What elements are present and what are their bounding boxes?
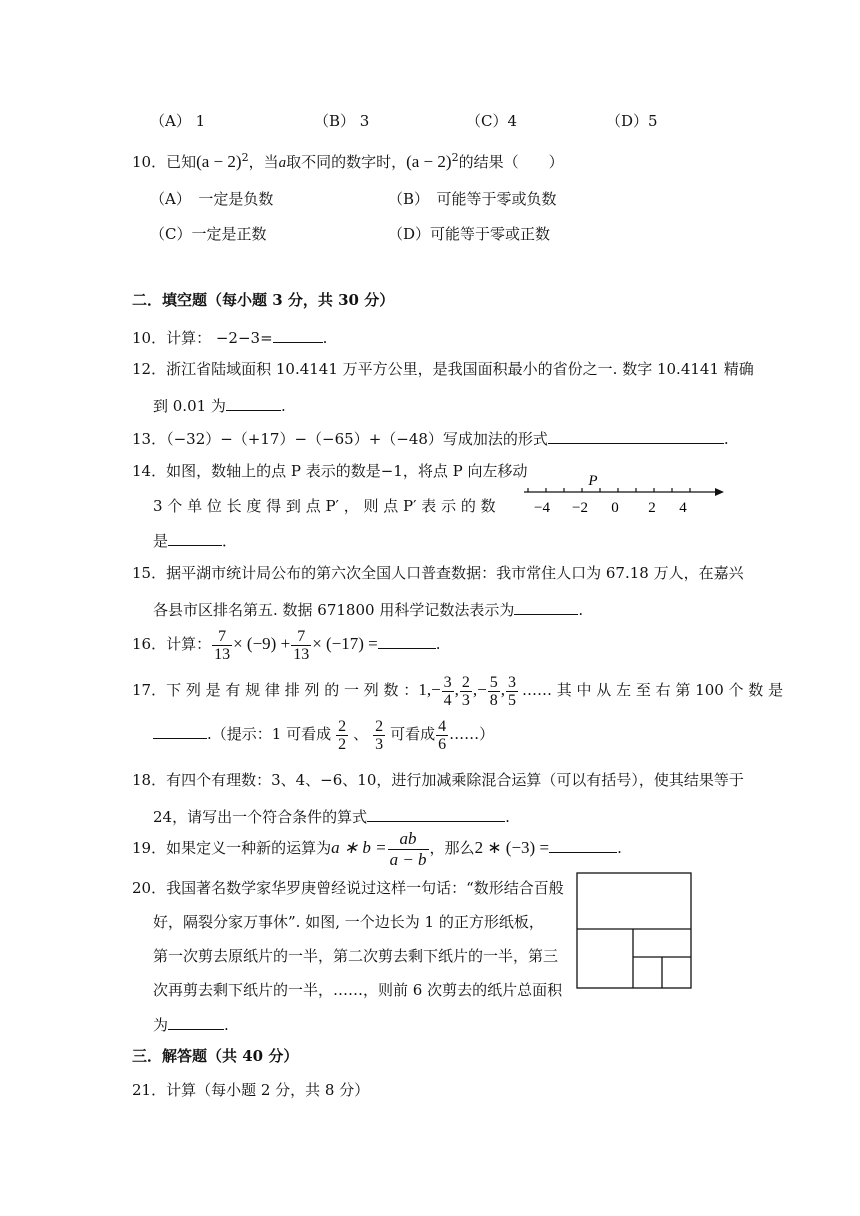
q17-f4-num: 3 xyxy=(508,673,516,691)
q16-answer-blank[interactable] xyxy=(378,634,436,649)
tick-label-neg2: −2 xyxy=(572,500,588,516)
q16-number: 16．计算： xyxy=(132,635,212,653)
q17-comma-1: , xyxy=(454,680,459,699)
q17-suffix: …… 其 中 从 左 至 右 第 100 个 数 是 xyxy=(522,681,784,699)
q17-hint-start: .（提示：1 可看成 xyxy=(207,725,332,743)
q17-hint-end: ……） xyxy=(449,725,495,743)
q20-answer-blank[interactable] xyxy=(168,1013,224,1030)
square-outline xyxy=(577,873,691,988)
q17-f1-den: 4 xyxy=(443,691,452,709)
q19-expr: 2 ∗ (−3) = xyxy=(474,838,550,857)
q17-seq-start: 1,− xyxy=(418,680,441,699)
q10-mid: ，当 xyxy=(248,153,279,171)
q12-line1: 12．浙江省陆域面积 10.4141 万平方公里，是我国面积最小的省份之一. 数字 10.4141 精确 xyxy=(132,360,754,378)
q17-prefix: 17．下 列 是 有 规 律 排 列 的 一 列 数 ： xyxy=(132,681,419,699)
q13-end: . xyxy=(723,430,729,448)
q17-fraction-2 xyxy=(460,674,472,709)
q19-mid: ，那么 xyxy=(429,839,475,857)
q16-f2-den: 13 xyxy=(293,645,310,663)
q13-text: 13．（−32）−（+17）−（−65）+（−48）写成加法的形式 xyxy=(132,430,548,448)
q17-f3-num: 5 xyxy=(489,673,498,691)
q10-option-c: （C）一定是正数 xyxy=(150,225,267,243)
section-3-title: 三．解答题（共 40 分） xyxy=(132,1047,299,1065)
q19-lhs: a ∗ b = xyxy=(331,838,387,857)
q14-line3 xyxy=(153,529,237,551)
q16-f1-den: 13 xyxy=(214,645,231,663)
q14-line3-text: 是 xyxy=(153,532,169,550)
q19 xyxy=(132,828,622,870)
q17-comma-2: ,− xyxy=(472,680,487,699)
q16-fraction-1 xyxy=(212,628,232,663)
q17-f3-den: 8 xyxy=(489,691,498,709)
q16 xyxy=(132,626,441,663)
number-line-point-label: P xyxy=(588,473,598,489)
q15-answer-blank[interactable] xyxy=(514,598,578,615)
q14-answer-blank[interactable] xyxy=(168,529,222,546)
q11 xyxy=(132,326,327,348)
q10-tail: 的结果（ ） xyxy=(458,153,564,171)
q15-line1: 15．据平湖市统计局公布的第六次全国人口普查数据：我市常住人口为 67.18 万人，在嘉兴 xyxy=(132,564,744,582)
q10-option-b: （B） 可能等于零或负数 xyxy=(388,190,557,208)
number-line-arrow-icon xyxy=(715,488,724,496)
q21: 21．计算（每小题 2 分，共 8 分） xyxy=(132,1081,370,1099)
q20-line3: 第一次剪去原纸片的一半，第二次剪去剩下纸片的一半，第三 xyxy=(153,947,559,965)
q10-expr-2: (a − 2) xyxy=(406,152,452,171)
q17-fraction-4 xyxy=(506,674,518,709)
q12-line2-text: 到 0.01 为 xyxy=(153,397,226,415)
q17-h3-num: 4 xyxy=(438,717,447,735)
q17-hint-mid: 可看成 xyxy=(390,725,436,743)
q11-text: 10．计算： −2−3= xyxy=(132,329,273,347)
q17-f4-den: 5 xyxy=(508,691,516,709)
q9-option-d: （D）5 xyxy=(606,112,658,130)
q18-line2 xyxy=(153,805,510,827)
q17-f2-den: 3 xyxy=(461,691,470,709)
q17-line1 xyxy=(132,672,783,709)
q17-comma-3: , xyxy=(500,680,505,699)
q17-hint-fraction-2 xyxy=(373,718,385,753)
q17-f1-num: 3 xyxy=(443,673,452,691)
q10-sup-2: 2 xyxy=(451,151,459,164)
tick-label-0: 0 xyxy=(611,500,619,516)
q16-mid2: × (−17) = xyxy=(312,634,378,653)
q16-end: . xyxy=(435,635,441,653)
q17-hint-fraction-1 xyxy=(336,718,348,753)
q14-line2: 3 个 单 位 长 度 得 到 点 P′ ， 则 点 P′ 表 示 的 数 xyxy=(153,497,496,515)
q9-option-a: （A） 1 xyxy=(150,112,206,130)
q11-end: . xyxy=(322,329,328,347)
q13-answer-blank[interactable] xyxy=(548,427,724,444)
q16-fraction-2 xyxy=(291,628,311,663)
q16-f1-num: 7 xyxy=(212,628,232,646)
q10-var: a xyxy=(278,155,287,171)
q18-end: . xyxy=(505,808,510,826)
q11-answer-blank[interactable] xyxy=(273,326,323,343)
q17-line2 xyxy=(153,716,494,753)
q19-end: . xyxy=(617,839,622,857)
q19-answer-blank[interactable] xyxy=(549,838,617,853)
q20-end: . xyxy=(224,1016,229,1034)
q18-line1: 18．有四个有理数：3、4、−6、10，进行加减乘除混合运算（可以有括号），使其结果等于 xyxy=(132,771,744,789)
tick-label-4: 4 xyxy=(679,500,687,516)
q17-h3-den: 6 xyxy=(438,735,447,753)
q14-line1: 14．如图，数轴上的点 P 表示的数是−1，将点 P 向左移动 xyxy=(132,462,528,480)
q19-fraction xyxy=(388,829,429,870)
number-line-ticks xyxy=(528,488,690,492)
q20-line5-text: 为 xyxy=(153,1016,169,1034)
q19-frac-num: ab xyxy=(388,829,429,850)
q10-option-a: （A） 一定是负数 xyxy=(150,190,274,208)
q17-hint-sep: 、 xyxy=(353,725,369,743)
q14-end: ． xyxy=(222,532,238,550)
q17-h1-num: 2 xyxy=(338,717,347,735)
q17-fraction-3 xyxy=(488,674,500,709)
q15-end: . xyxy=(578,601,584,619)
q10-number: 10．已知 xyxy=(132,153,197,171)
q18-line2-text: 24，请写出一个符合条件的算式 xyxy=(153,808,368,826)
q12-line2 xyxy=(153,394,286,416)
section-2-title: 二．填空题（每小题 3 分，共 30 分） xyxy=(132,291,395,309)
number-line-figure xyxy=(520,472,730,522)
q10-option-d: （D）可能等于零或正数 xyxy=(388,225,551,243)
q20-line4: 次再剪去剩下纸片的一半，……，则前 6 次剪去的纸片总面积 xyxy=(153,981,563,999)
q19-prefix: 19．如果定义一种新的运算为 xyxy=(132,839,332,857)
q17-fraction-1 xyxy=(442,674,454,709)
q17-answer-blank[interactable] xyxy=(153,724,207,739)
q20-line1: 20．我国著名数学家华罗庚曾经说过这样一句话：“数形结合百般 xyxy=(132,879,564,897)
q17-f2-num: 2 xyxy=(461,673,470,691)
q10-stem xyxy=(132,148,564,173)
q10-expr: (a − 2) xyxy=(196,152,242,171)
q20-line2: 好，隔裂分家万事休”. 如图, 一个边长为 1 的正方形纸板， xyxy=(153,913,544,931)
square-paper-figure xyxy=(576,872,692,990)
q18-answer-blank[interactable] xyxy=(367,805,505,822)
q19-frac-den: a − b xyxy=(389,849,427,869)
q10-mid2: 取不同的数字时， xyxy=(286,153,407,171)
q17-h2-den: 3 xyxy=(375,735,384,753)
q13 xyxy=(132,427,729,449)
q10-sup: 2 xyxy=(241,151,249,164)
q16-mid1: × (−9) + xyxy=(233,634,291,653)
q20-line5 xyxy=(153,1013,229,1035)
q15-line2 xyxy=(153,598,583,620)
tick-label-neg4: −4 xyxy=(534,500,550,516)
q12-answer-blank[interactable] xyxy=(226,394,281,411)
q15-line2-text: 各县市区排名第五. 数据 671800 用科学记数法表示为 xyxy=(153,601,515,619)
q17-h2-num: 2 xyxy=(375,717,384,735)
q16-f2-num: 7 xyxy=(291,628,311,646)
q9-option-b: （B） 3 xyxy=(314,112,370,130)
q12-end: . xyxy=(280,397,286,415)
tick-label-2: 2 xyxy=(648,500,656,516)
q9-option-c: （C）4 xyxy=(466,112,518,130)
q17-h1-den: 2 xyxy=(338,735,347,753)
q17-hint-fraction-3 xyxy=(436,718,448,753)
